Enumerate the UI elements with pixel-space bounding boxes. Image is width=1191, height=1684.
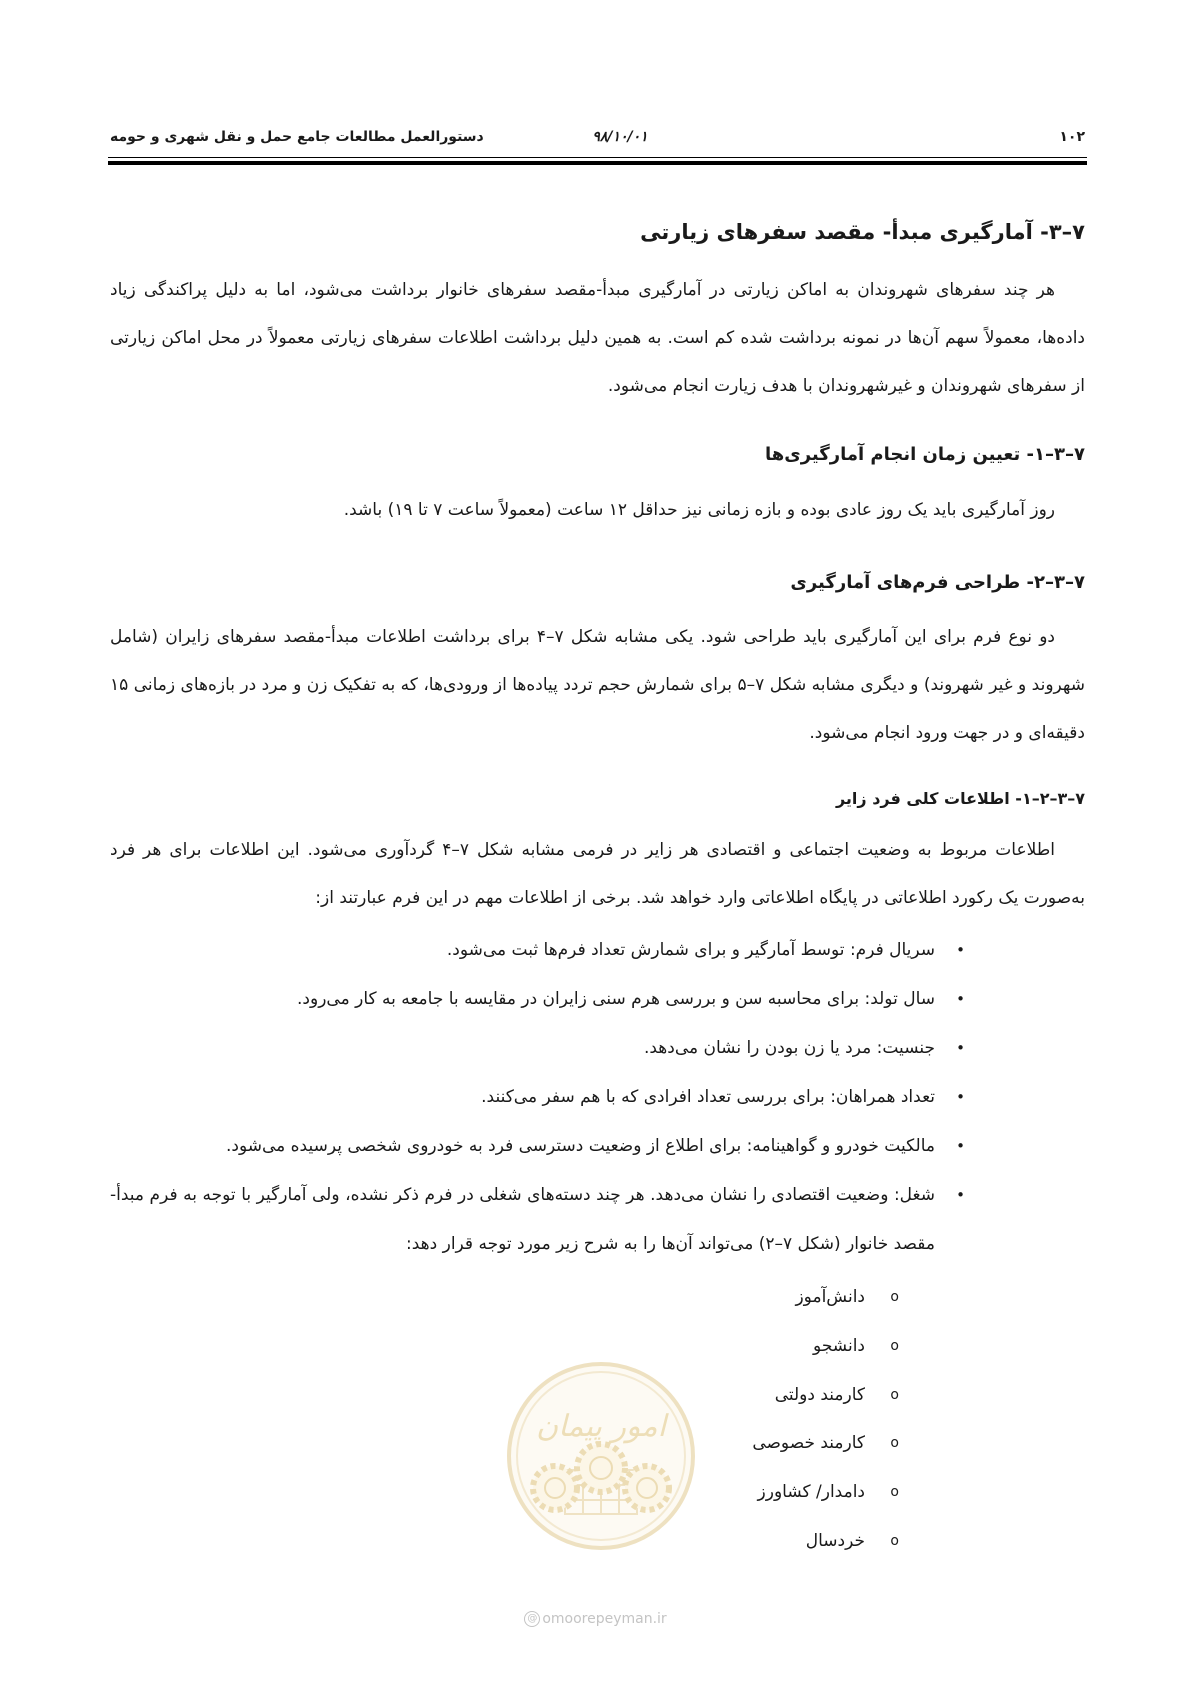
header-rule-thick bbox=[108, 161, 1087, 165]
at-icon: @ bbox=[524, 1611, 540, 1627]
forms-paragraph: دو نوع فرم برای این آمارگیری باید طراحی شود. یکی مشابه شکل ۷–۴ برای برداشت اطلاعات مبدأ-مقصد سفرهای زایران (شامل شهروند و غیر شهروند) و دیگری مشابه شکل ۷–۵ برای شمارش حجم تردد پیاده‌ها از ورودی‌ها، که به تفکیک زن و مرد در بازه‌های زمانی ۱۵ دقیقه‌ای و در جهت ورود انجام می‌شود. bbox=[110, 627, 1086, 743]
sub-list-item bbox=[110, 1468, 899, 1517]
circle-bullet-icon: o bbox=[890, 1337, 899, 1354]
bullet-icon: • bbox=[956, 1137, 965, 1155]
sub-list-item bbox=[110, 1273, 899, 1322]
watermark-site bbox=[0, 1611, 1191, 1627]
list-item bbox=[110, 1073, 965, 1122]
circle-bullet-icon: o bbox=[890, 1289, 899, 1305]
bullet-icon: • bbox=[956, 1039, 965, 1057]
sub-list-item-text: کارمند دولتی bbox=[774, 1384, 865, 1405]
header-date: ۹۸/۱۰/۰۱ bbox=[592, 129, 648, 145]
timing-heading: ۷–۳–۱- تعیین زمان انجام آمارگیری‌ها bbox=[764, 444, 1085, 465]
pilgrim-info-heading: ۷–۳–۲–۱- اطلاعات کلی فرد زایر bbox=[835, 789, 1085, 808]
list-item-text: جنسیت: مرد یا زن بودن را نشان می‌دهد. bbox=[643, 1038, 935, 1058]
watermark-logo bbox=[503, 1358, 699, 1554]
sub-list-item bbox=[110, 1322, 899, 1371]
sub-list-item bbox=[110, 1371, 899, 1420]
list-item bbox=[110, 1171, 965, 1269]
sub-list-item-text: دانش‌آموز bbox=[795, 1287, 865, 1307]
page-header bbox=[110, 129, 1085, 153]
sub-list-item-text: دامدار/ کشاورز bbox=[757, 1482, 865, 1503]
bullet-icon: • bbox=[956, 990, 965, 1008]
gear-icon bbox=[625, 1466, 669, 1510]
gear-icon bbox=[533, 1466, 577, 1510]
logo-calligraphy: امور پیمان bbox=[536, 1409, 666, 1444]
list-item-text: تعداد همراهان: برای بررسی تعداد افرادی که با هم سفر می‌کنند. bbox=[481, 1087, 935, 1107]
list-item-text: شغل: وضعیت اقتصادی را نشان می‌دهد. هر چند دسته‌های شغلی در فرم ذکر نشده، ولی آمارگیر با توجه به فرم مبدأ-مقصد خانوار (شکل ۷–۲) می‌تواند آن‌ها را به شرح زیر مورد توجه قرار دهد: bbox=[110, 1185, 935, 1254]
list-item bbox=[110, 926, 965, 975]
section-heading: ۷–۳- آمارگیری مبدأ- مقصد سفرهای زیارتی bbox=[640, 220, 1085, 244]
document-title: دستورالعمل مطالعات جامع حمل و نقل شهری و حومه bbox=[110, 129, 484, 145]
sub-list-item-text: خردسال bbox=[805, 1530, 865, 1551]
circle-bullet-icon: o bbox=[890, 1484, 899, 1501]
form-fields-list bbox=[110, 926, 1085, 1269]
bullet-icon: • bbox=[956, 1088, 965, 1106]
header-rule-thin bbox=[108, 157, 1087, 158]
list-item-text: سریال فرم: توسط آمارگیر و برای شمارش تعداد فرم‌ها ثبت می‌شود. bbox=[446, 940, 935, 960]
watermark-site-text: omoorepeyman.ir bbox=[542, 1611, 667, 1627]
list-item-text: مالکیت خودرو و گواهینامه: برای اطلاع از وضعیت دسترسی فرد به خودروی شخصی پرسیده می‌شود. bbox=[225, 1136, 935, 1156]
sub-list-item bbox=[110, 1517, 899, 1566]
sub-list-item-text: دانشجو bbox=[813, 1335, 865, 1356]
forms-heading: ۷–۳–۲- طراحی فرم‌های آمارگیری bbox=[790, 572, 1085, 593]
page-number: ۱۰۲ bbox=[1059, 129, 1085, 145]
sub-list-item-text: کارمند خصوصی bbox=[752, 1433, 865, 1454]
gear-icon bbox=[577, 1444, 625, 1492]
list-item bbox=[110, 975, 965, 1024]
circle-bullet-icon: o bbox=[890, 1532, 899, 1549]
timing-paragraph: روز آمارگیری باید یک روز عادی بوده و بازه زمانی نیز حداقل ۱۲ ساعت (معمولاً ساعت ۷ تا ۱۹) باشد. bbox=[343, 500, 1055, 520]
list-item bbox=[110, 1024, 965, 1073]
circle-bullet-icon: o bbox=[890, 1386, 899, 1403]
pilgrim-info-paragraph: اطلاعات مربوط به وضعیت اجتماعی و اقتصادی هر زایر در فرمی مشابه شکل ۷–۴ گردآوری می‌شود. این اطلاعات برای هر فرد به‌صورت یک رکورد اطلاعاتی در پایگاه اطلاعاتی وارد خواهد شد. برخی از اطلاعات مهم در این فرم عبارتند از: bbox=[110, 840, 1085, 908]
bullet-icon: • bbox=[956, 1186, 965, 1204]
list-item bbox=[110, 1122, 965, 1171]
list-item-text: سال تولد: برای محاسبه سن و بررسی هرم سنی زایران در مقایسه با جامعه به کار می‌رود. bbox=[297, 989, 935, 1009]
circle-bullet-icon: o bbox=[890, 1435, 899, 1452]
sub-list-item bbox=[110, 1419, 899, 1468]
bullet-icon: • bbox=[956, 941, 965, 959]
section-intro-paragraph: هر چند سفرهای شهروندان به اماکن زیارتی در آمارگیری مبدأ-مقصد سفرهای خانوار برداشت می‌شود، اما به دلیل پراکندگی زیاد داده‌ها، معمولاً سهم آن‌ها در نمونه برداشت شده کم است. به همین دلیل برداشت اطلاعات سفرهای زیارتی معمولاً در محل اماکن زیارتی از سفرهای شهروندان و غیرشهروندان با هدف زیارت انجام می‌شود. bbox=[110, 280, 1085, 396]
